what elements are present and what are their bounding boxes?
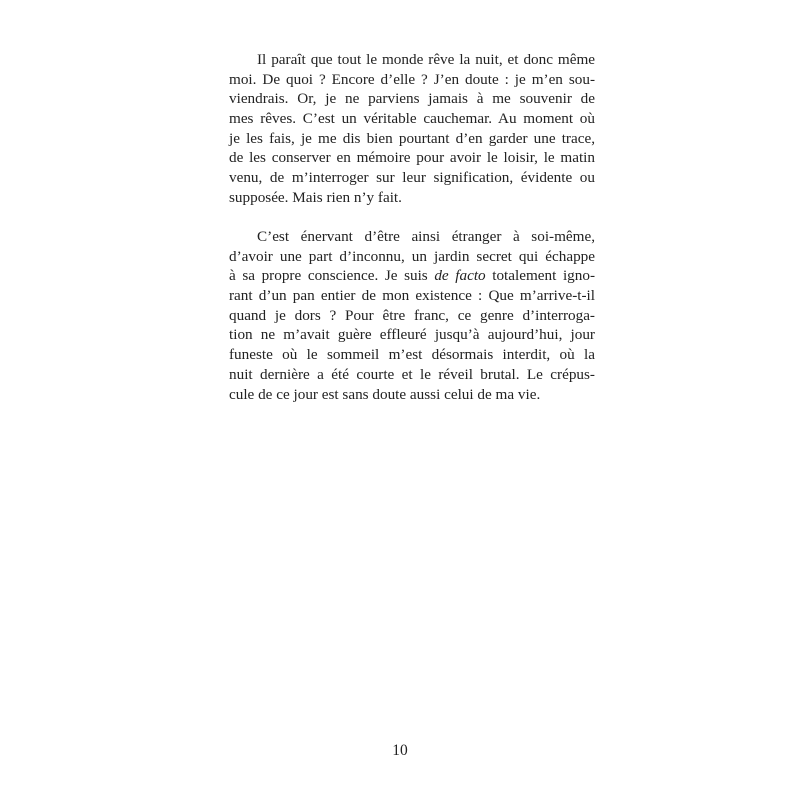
page-number: 10 bbox=[392, 742, 408, 759]
paragraph-line: viendrais. Or, je ne parviens jamais à me souvenir de bbox=[229, 90, 595, 108]
paragraph-line: supposée. Mais rien n’y fait. bbox=[229, 188, 402, 206]
paragraph-line: quand je dors ? Pour être franc, ce genre d’interroga- bbox=[229, 306, 595, 324]
italic-term: de facto bbox=[434, 267, 486, 285]
paragraph-line: d’avoir une part d’inconnu, un jardin secret qui échappe bbox=[229, 247, 595, 265]
paragraph-line: de les conserver en mémoire pour avoir le loisir, le matin bbox=[229, 149, 595, 167]
paragraph-line: C’est énervant d’être ainsi étranger à soi-même, bbox=[257, 228, 595, 245]
paragraph-line: venu, de m’interroger sur leur signification, évidente ou bbox=[229, 169, 595, 187]
line-text: à sa propre conscience. Je suis bbox=[229, 267, 435, 285]
paragraph-line: je les fais, je me dis bien pourtant d’en garder une trace, bbox=[229, 129, 595, 147]
paragraph-line bbox=[229, 266, 595, 286]
paragraph-line: Il paraît que tout le monde rêve la nuit, et donc même bbox=[257, 51, 595, 68]
paragraph-line: rant d’un pan entier de mon existence : Que m’arrive-t-il bbox=[229, 287, 595, 305]
paragraph-line: nuit dernière a été courte et le réveil brutal. Le crépus- bbox=[229, 365, 595, 383]
line-text: totalement igno- bbox=[485, 267, 595, 285]
paragraph-2 bbox=[229, 227, 595, 404]
paragraph-line: moi. De quoi ? Encore d’elle ? J’en doute : je m’en sou- bbox=[229, 70, 595, 88]
paragraph-line: tion ne m’avait guère effleuré jusqu’à aujourd’hui, jour bbox=[229, 326, 595, 344]
paragraph-line: cule de ce jour est sans doute aussi celui de ma vie. bbox=[229, 385, 541, 403]
paragraph-1 bbox=[229, 50, 595, 208]
paragraph-line: funeste où le sommeil m’est désormais interdit, où la bbox=[229, 346, 595, 364]
paragraph-line: mes rêves. C’est un véritable cauchemar. Au moment où bbox=[229, 110, 595, 128]
